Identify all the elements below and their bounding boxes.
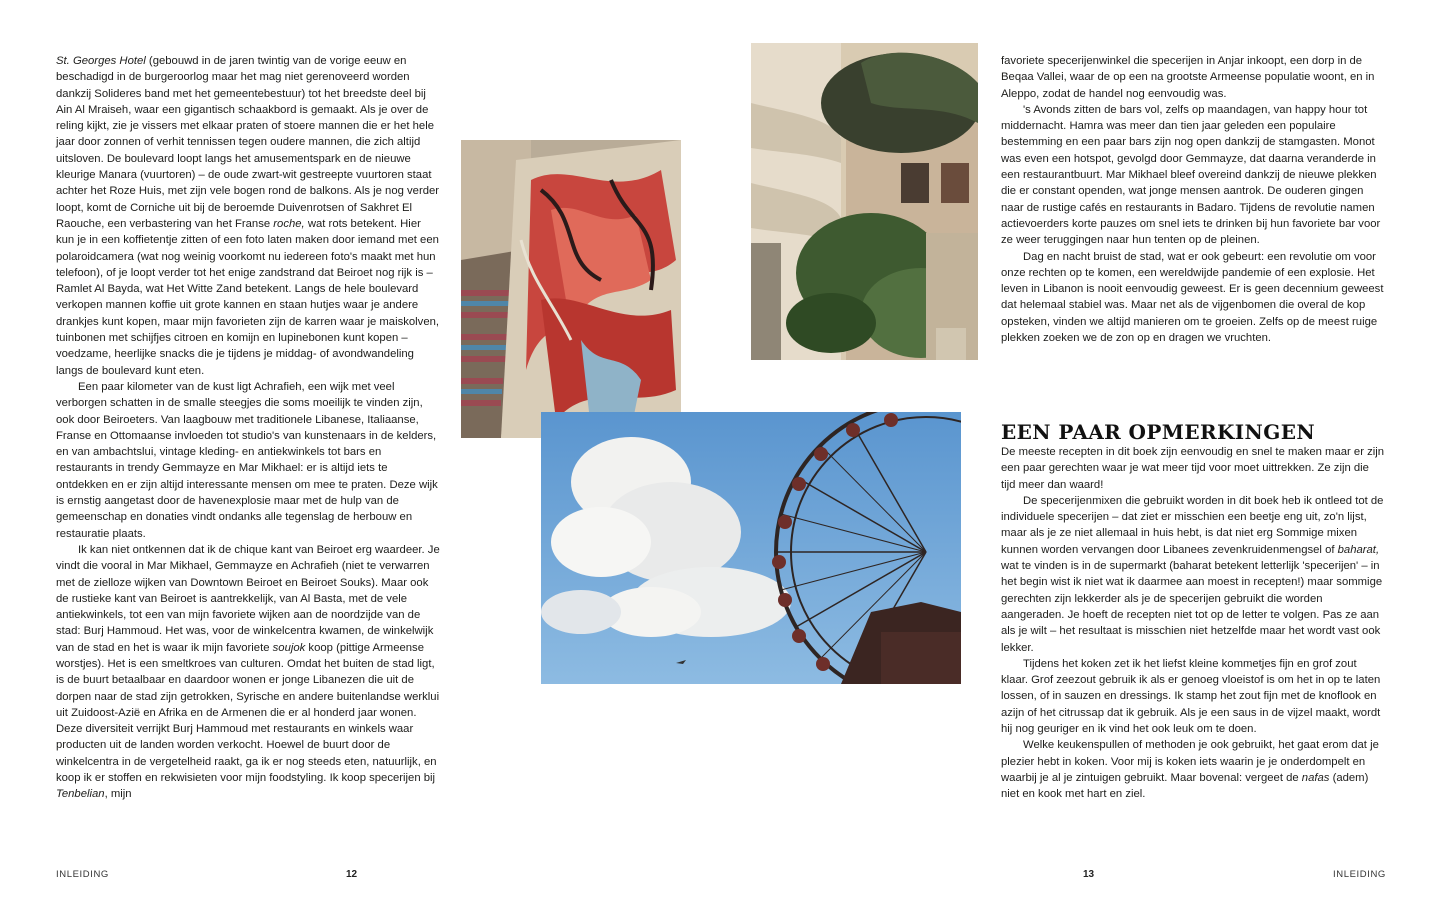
text-run: (adem) niet en kook met hart en ziel.: [1001, 771, 1369, 801]
paragraph: [1001, 53, 1385, 102]
left-text-column: [56, 53, 440, 803]
paragraph: [56, 379, 440, 542]
paragraph: [1001, 493, 1385, 656]
paragraph: [1001, 737, 1385, 802]
text-run: De meeste recepten in dit boek zijn eenvoudig en snel te maken maar er zijn een paar gerechten waar je wat meer tijd voor moet uittrekken. Ze zijn die tijd meer dan waard!: [1001, 446, 1385, 491]
right-text-column-top: [1001, 53, 1385, 346]
left-footer-label: INLEIDING: [56, 869, 109, 880]
paragraph: [1001, 656, 1385, 737]
section-heading: EEN PAAR OPMERKINGEN: [1001, 420, 1316, 444]
paragraph: [1001, 444, 1385, 493]
paragraph: [56, 53, 440, 379]
text-run: 's Avonds zitten de bars vol, zelfs op maandagen, van happy hour tot middernacht. Hamra was meer dan tien jaar geleden een populaire bestemming en een paar bars zijn nog open dankzij de stamgasten. Monot was even een hotspot, gevolgd door Gemmayze, dat daarna veranderde in een restaurantbuurt. Mar Mikhael bleef overeind dankzij de nieuwe plekken die er constant openden, wat jonge mensen aantrok. De ouderen gingen naar de rustige cafés en restaurants in Badaro. Tijdens de revolutie namen actievoerders korte pauzes om snel iets te drinken bij hun favoriete bar voor ze weer teruggingen naar hun tenten op de pleinen.: [1001, 103, 1381, 247]
building-with-plants-photo: [751, 43, 978, 360]
ferris-wheel-photo: [541, 412, 961, 684]
italic-text-run: roche,: [273, 217, 305, 230]
paragraph: [1001, 102, 1385, 249]
text-run: Ik kan niet ontkennen dat ik de chique kant van Beiroet erg waardeer. Je vindt die vooral in Mar Mikhael, Gemmayze en Achrafieh (niet te verwarren met de zielloze wijken van Downtown Beiroet en Beiroet Souks). Maar ook de rustieke kant van Beiroet is aantrekkelijk, van Al Basta, met de vele antiekwinkels, tot een van mijn favoriete wijken aan de noordzijde van de stad: Burj Hammoud. Het was, voor de winkelcentra kwamen, de winkelwijk van de stad en het is waar ik mijn favoriete: [56, 543, 440, 654]
right-footer-label: INLEIDING: [1333, 869, 1386, 880]
paragraph: [1001, 249, 1385, 347]
text-run: koop (pittige Armeense worstjes). Het is een smeltkroes van culturen. Omdat het buiten de stad ligt, is de buurt betaalbaar en daardoor wonen er jonge Libanezen die uit de dorpen naar de stad zijn getrokken, Syrische en andere buitenlandse werklui uit Zuidoost-Azië en Afrika en de Armenen die er al honderd jaar wonen. Deze diversiteit verrijkt Burj Hammoud met restaurants en winkels waar producten uit de landen worden verkocht. Hoewel de buurt door de winkelcentra in de vergetelheid raakt, ga ik er nog steeds eten, natuurlijk, en koop ik er stoffen en rekwisieten voor mijn foodstyling. Ik koop specerijen bij: [56, 641, 440, 785]
italic-text-run: St. Georges Hotel: [56, 55, 146, 67]
text-run: (gebouwd in de jaren twintig van de vorige eeuw en beschadigd in de burgeroorlog maar het mag niet gerenoveerd worden dankzij Solideres band met het gemeentebestuur) tot het breedste deel bij Ain Al Mraiseh, waar een gigantisch schaakbord is gemaakt. Als je over de reling kijkt, zie je vissers met elkaar praten of stoere mannen die er het hele jaar door zonnen of verhit tennissen tegen oudere mannen, die zich altijd uitsloven. De boulevard loopt langs het amusementspark en de nieuwe kleurige Manara (vuurtoren) – de oude zwart-wit gestreepte vuurtoren staat achter het Roze Huis, met zijn vele bogen rond de balkons. Als je nog verder loopt, komt de Corniche uit bij de beroemde Duivenrotsen of Sakhret El Raouche, een verbastering van het Franse: [56, 55, 440, 230]
text-run: De specerijenmixen die gebruikt worden in dit boek heb ik ontleed tot de individuele specerijen – dat ziet er misschien een beetje eng uit, zo'n lijst, maar als je ze niet allemaal in huis hebt, is dat niet erg Sommige mixen kunnen worden vervangen door Libanees zevenkruidenmengsel of: [1001, 494, 1384, 556]
text-run: favoriete specerijenwinkel die specerijen in Anjar inkoopt, een dorp in de Beqaa Vallei, waar de op een na grootste Armeense populatie woont, en in Aleppo, zodat de handel nog eenvoudig was.: [1001, 55, 1375, 100]
italic-text-run: Tenbelian: [56, 788, 105, 801]
text-run: , mijn: [104, 788, 132, 801]
right-text-column-bottom: [1001, 444, 1385, 803]
graffiti-stairs-photo: [461, 140, 681, 438]
text-run: Tijdens het koken zet ik het liefst kleine kommetjes fijn en grof zout klaar. Grof zeezout gebruik ik als er genoeg vloeistof is om het in op te laten lossen, of in sauzen en dressings. Ik stamp het zout fijn met de knoflook en azijn of het citrussap dat ik gebruik. Als je een saus in de vijzel maakt, wordt hij nog geuriger en ik vind het ook leuk om te doen.: [1001, 657, 1381, 736]
right-page-number: 13: [1083, 869, 1095, 880]
text-run: wat te vinden is in de supermarkt (baharat betekent letterlijk 'specerijen' – in het begin wist ik niet wat ik daarmee aan moest in recepten!) maar sommige gerechten zijn lekkerder als je de specerijen gebruikt die worden aangeraden. Je hoeft de recepten niet tot op de letter te volgen. Pas ze aan als je wilt – het resultaat is misschien niet hetzelfde maar het wordt vast ook lekker.: [1001, 560, 1383, 654]
text-run: Welke keukenspullen of methoden je ook gebruikt, het gaat erom dat je plezier hebt in koken. Voor mij is koken iets waarin je je onderdompelt en waarbij je al je zintuigen gebruikt. Maar bovenal: vergeet de: [1001, 739, 1379, 784]
left-page-number: 12: [346, 869, 358, 880]
italic-text-run: nafas: [1301, 771, 1330, 784]
text-run: wat rots betekent. Hier kun je in een koffietentje zitten of een foto laten maken door iemand met een polaroidcamera (wat nog weinig voorkomt nu iedereen foto's maakt met hun telefoon), of je loopt verder tot het enige zandstrand dat Beiroet nog rijk is – Ramlet Al Bayda, wat Het Witte Zand betekent. Langs de hele boulevard verkopen mannen koffie uit grote kannen en staan hutjes waar je andere drankjes kunt kopen, maar mijn favorieten zijn de karren waar je maiskolven, tuinbonen met schijfjes citroen en komijn en lupinebonen kunt kopen – voedzame, heerlijke snacks die je tijdens je middag- of avondwandeling langs de boulevard kunt eten.: [56, 217, 440, 377]
text-run: Een paar kilometer van de kust ligt Achrafieh, een wijk met veel verborgen schatten in de smalle steegjes die soms moeilijk te vinden zijn, ook door Beiroeters. Van laagbouw met traditionele Libanese, Italiaanse, Franse en Ottomaanse invloeden tot studio's van kunstenaars in de kelders, en van ambachtslui, vintage kleding- en antiekwinkels tot bars en restaurants in trendy Gemmayze en Mar Mikhael: er is altijd iets te ontdekken en er zijn altijd interessante mensen om mee te praten. Deze wijk is ernstig aangetast door de havenexplosie maar met de hulp van de gemeenschap en donaties vindt ondanks alle tegenslag de herbouw en restauratie plaats.: [56, 380, 438, 540]
italic-text-run: baharat,: [1337, 543, 1380, 556]
paragraph: [56, 542, 440, 803]
text-run: Dag en nacht bruist de stad, wat er ook gebeurt: een revolutie om voor onze rechten op te komen, een wereldwijde pandemie of een explosie. Het leven in Libanon is nooit eenvoudig geweest. Er is geen decennium geweest dat helemaal stabiel was. Maar net als de vijgenbomen die overal de kop opsteken, vinden we altijd manieren om te groeien. Zelfs op de meest ruige plekken zoeken we de zon op en dragen we vruchten.: [1001, 250, 1384, 345]
italic-text-run: soujok: [272, 641, 306, 654]
